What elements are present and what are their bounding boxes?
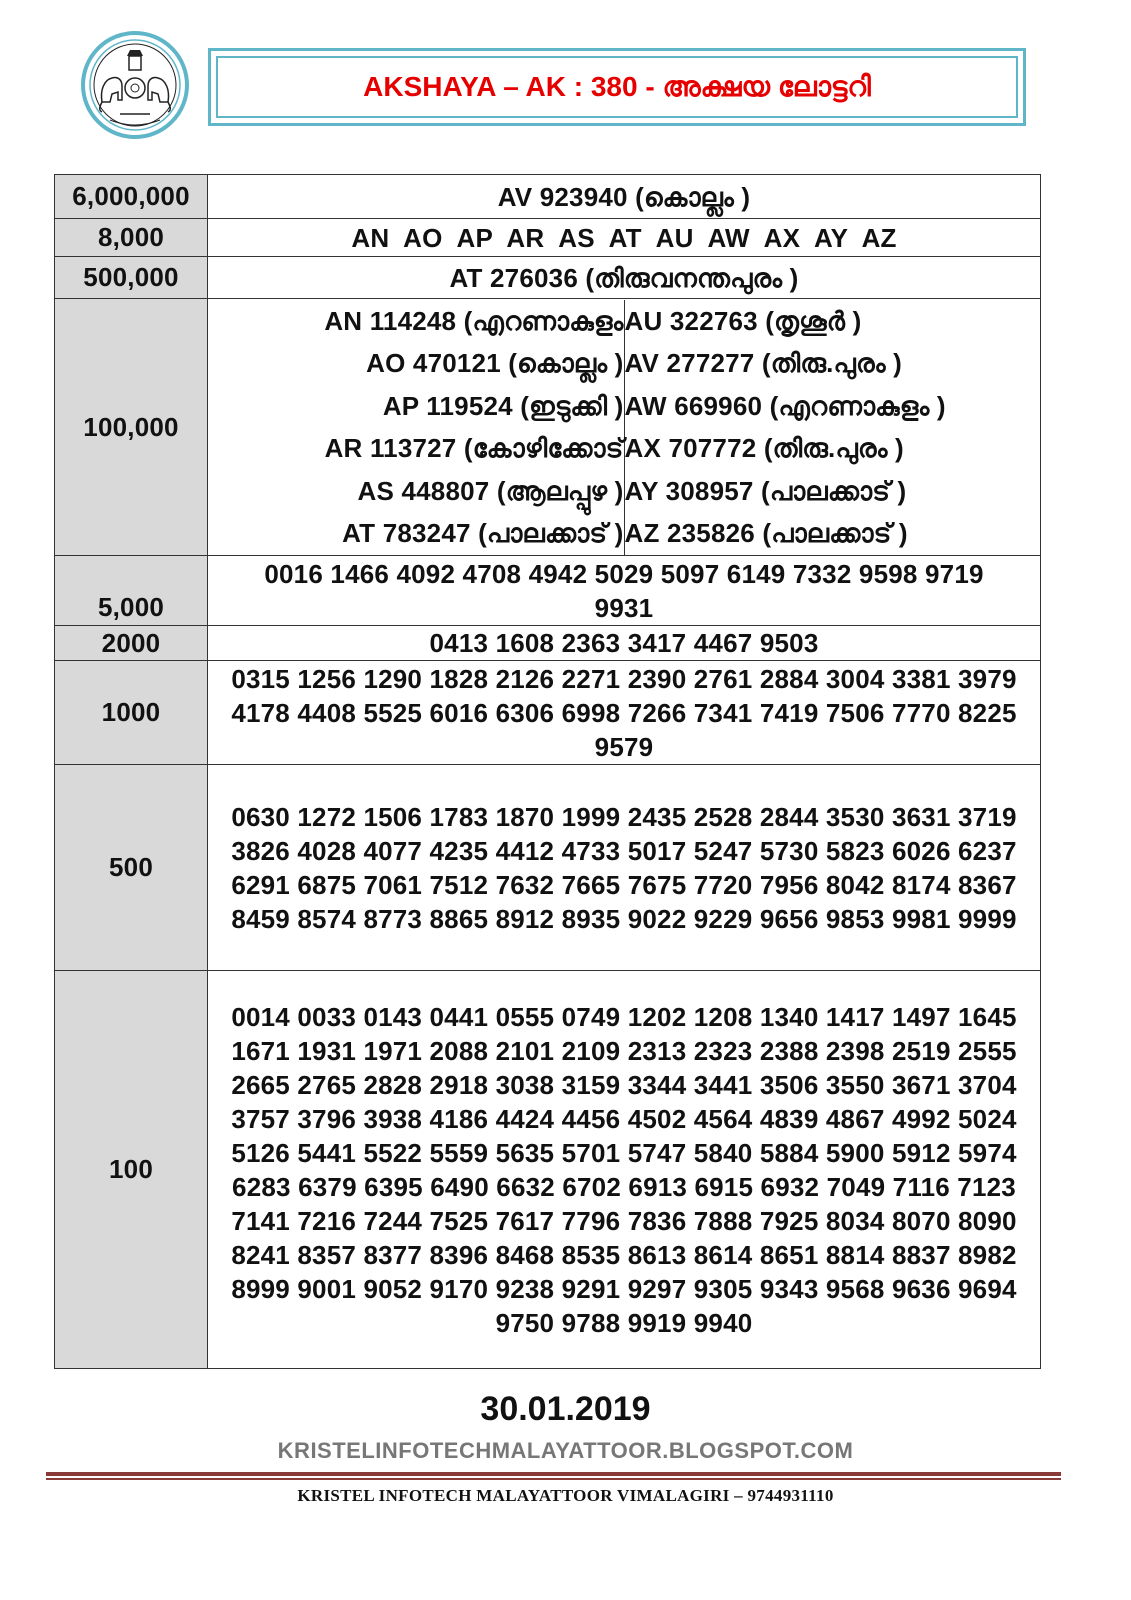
prize-amount: 100,000 [55, 299, 208, 556]
third-prize-row [208, 300, 1040, 555]
winning-numbers: 0016 1466 4092 4708 4942 5029 5097 6149 7332 9598 9719 9931 [264, 558, 984, 623]
divider [46, 1472, 1061, 1476]
table-row [55, 299, 1041, 556]
prize-amount: 8,000 [55, 219, 208, 257]
list-item: AO 470121 (കൊല്ലം ) [366, 348, 624, 378]
divider [46, 1478, 1061, 1480]
numbers-cell [208, 765, 1041, 971]
title-banner [208, 48, 1026, 126]
third-prize-grid [208, 300, 1040, 555]
table-row [55, 556, 1041, 626]
table-row [55, 219, 1041, 257]
third-prize-right-column [624, 300, 1040, 555]
page-title: AKSHAYA – AK : 380 - അക്ഷയ ലോട്ടറി [363, 70, 871, 102]
table-row [55, 257, 1041, 299]
list-item: AS 448807 (ആലപ്പുഴ ) [357, 475, 624, 506]
list-item: AP 119524 (ഇടുക്കി ) [382, 390, 624, 421]
numbers-cell [208, 971, 1041, 1369]
list-item: AR 113727 (കോഴിക്കോട് [324, 433, 624, 463]
results-table [54, 174, 1041, 1369]
list-item: AN 114248 (എറണാകുളം [324, 305, 624, 336]
draw-date: 30.01.2019 [480, 1390, 651, 1428]
prize-amount: 5,000 [55, 556, 208, 626]
prize-amount: 500,000 [55, 257, 208, 299]
consolation-series: AN AO AP AR AS AT AU AW AX AY AZ [208, 219, 1041, 257]
prize-amount: 6,000,000 [55, 175, 208, 219]
list-item: AT 783247 (പാലക്കാട് ) [342, 518, 624, 548]
table-row [55, 626, 1041, 661]
prize-amount: 100 [55, 971, 208, 1369]
first-prize-winner: AV 923940 (കൊല്ലം ) [208, 175, 1041, 219]
blog-url: KRISTELINFOTECHMALAYATTOOR.BLOGSPOT.COM [277, 1438, 854, 1463]
list-item: AZ 235826 (പാലക്കാട് ) [624, 518, 908, 548]
table-row [55, 661, 1041, 765]
list-item: AW 669960 (എറണാകുളം ) [624, 390, 946, 421]
winning-numbers: 0413 1608 2363 3417 4467 9503 [208, 626, 1041, 661]
kerala-emblem-icon [80, 30, 190, 140]
table-row [55, 971, 1041, 1369]
third-prize-cell [208, 299, 1041, 556]
winning-numbers: 0315 1256 1290 1828 2126 2271 2390 2761 2884 3004 3381 3979 4178 4408 5525 6016 6306 6998 7266 7341 7419 7506 7770 8225 9579 [231, 663, 1017, 762]
table-row [55, 175, 1041, 219]
list-item: AU 322763 (തൃശൂർ ) [624, 305, 862, 336]
prize-amount: 2000 [55, 626, 208, 661]
second-prize-winner: AT 276036 (തിരുവനന്തപുരം ) [208, 257, 1041, 299]
list-item: AV 277277 (തിരു.പുരം ) [624, 348, 902, 378]
list-item: AY 308957 (പാലക്കാട് ) [624, 475, 907, 506]
prize-amount: 1000 [55, 661, 208, 765]
third-prize-left-column [208, 300, 624, 555]
prize-amount: 500 [55, 765, 208, 971]
winning-numbers: 0630 1272 1506 1783 1870 1999 2435 2528 2844 3530 3631 3719 3826 4028 4077 4235 4412 4733 5017 5247 5730 5823 6026 6237 6291 6875 7061 7512 7632 7665 7675 7720 7956 8042 8174 8367 8459 8574 8773 8865 8912 8935 9022 9229 9656 9853 9981 9999 [231, 801, 1017, 934]
list-item: AX 707772 (തിരു.പുരം ) [624, 433, 904, 463]
table-row [55, 765, 1041, 971]
winning-numbers: 0014 0033 0143 0441 0555 0749 1202 1208 1340 1417 1497 1645 1671 1931 1971 2088 2101 2109 2313 2323 2388 2398 2519 2555 2665 2765 2828 2918 3038 3159 3344 3441 3506 3550 3671 3704 3757 3796 3938 4186 4424 4456 4502 4564 4839 4867 4992 5024 5126 5441 5522 5559 5635 5701 5747 5840 5884 5900 5912 5974 6283 6379 6395 6490 6632 6702 6913 6915 6932 7049 7116 7123 7141 7216 7244 7525 7617 7796 7836 7888 7925 8034 8070 8090 8241 8357 8377 8396 8468 8535 8613 8614 8651 8814 8837 8982 8999 9001 9052 9170 9238 9291 9297 9305 9343 9568 9636 9694 9750 9788 9919 9940 [231, 1001, 1017, 1338]
numbers-cell [208, 556, 1041, 626]
footer-contact: KRISTEL INFOTECH MALAYATTOOR VIMALAGIRI – 9744931110 [297, 1486, 834, 1505]
numbers-cell [208, 661, 1041, 765]
